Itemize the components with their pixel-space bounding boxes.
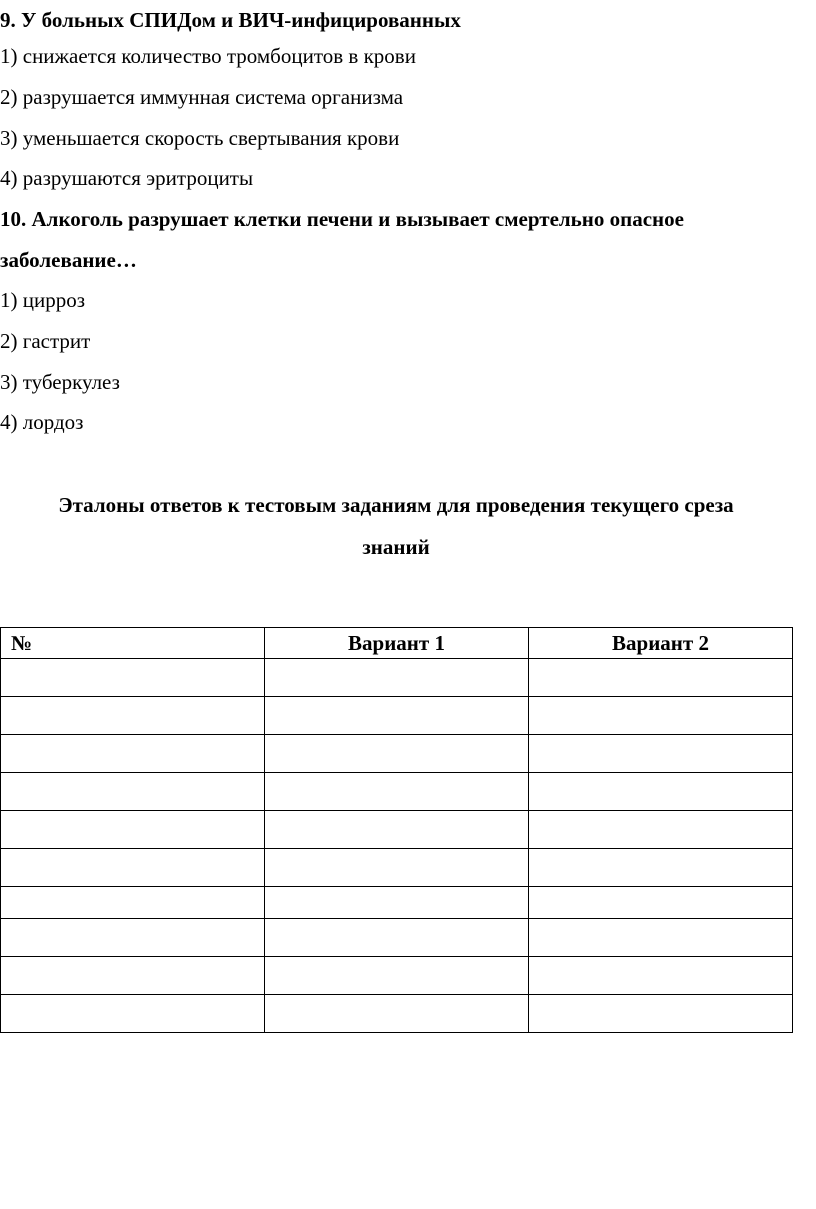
question-10-option-2: 2) гастрит (0, 329, 91, 353)
answers-heading-line-1: Эталоны ответов к тестовым заданиям для проведения текущего среза (58, 493, 734, 517)
table-row (1, 735, 793, 773)
table-cell[interactable] (265, 919, 529, 957)
question-9-option-1: 1) снижается количество тромбоцитов в крови (0, 44, 416, 68)
table-cell[interactable] (265, 659, 529, 697)
table-cell[interactable] (1, 659, 265, 697)
answers-table (0, 627, 793, 1033)
table-cell[interactable] (265, 849, 529, 887)
table-cell[interactable] (529, 957, 793, 995)
question-10-option-4: 4) лордоз (0, 410, 84, 434)
table-row (1, 697, 793, 735)
header-variant-1: Вариант 1 (265, 628, 529, 659)
table-row (1, 957, 793, 995)
table-cell[interactable] (529, 919, 793, 957)
question-9-title: 9. У больных СПИДом и ВИЧ-инфицированных (0, 8, 461, 32)
table-cell[interactable] (529, 735, 793, 773)
table-row (1, 773, 793, 811)
table-cell[interactable] (529, 773, 793, 811)
table-cell[interactable] (1, 849, 265, 887)
table-cell[interactable] (529, 697, 793, 735)
table-cell[interactable] (265, 697, 529, 735)
question-9-option-2: 2) разрушается иммунная система организма (0, 85, 404, 109)
table-cell[interactable] (265, 735, 529, 773)
question-10-option-1: 1) цирроз (0, 288, 86, 312)
table-header-row (1, 628, 793, 659)
table-row (1, 887, 793, 919)
question-10-title-line-2: заболевание… (0, 248, 137, 272)
table-row (1, 849, 793, 887)
answers-heading-line-2: знаний (362, 535, 430, 559)
question-10-option-3: 3) туберкулез (0, 370, 120, 394)
table-cell[interactable] (265, 887, 529, 919)
table-row (1, 995, 793, 1033)
table-cell[interactable] (265, 811, 529, 849)
table-cell[interactable] (1, 995, 265, 1033)
table-cell[interactable] (265, 957, 529, 995)
table-cell[interactable] (529, 811, 793, 849)
table-cell[interactable] (529, 887, 793, 919)
header-variant-2: Вариант 2 (529, 628, 793, 659)
table-cell[interactable] (529, 659, 793, 697)
question-10-title-line-1: 10. Алкоголь разрушает клетки печени и вызывает смертельно опасное (0, 207, 684, 231)
header-number: № (1, 628, 265, 659)
question-9-option-4: 4) разрушаются эритроциты (0, 166, 254, 190)
table-cell[interactable] (1, 697, 265, 735)
table-cell[interactable] (529, 849, 793, 887)
question-9-option-3: 3) уменьшается скорость свертывания крови (0, 126, 400, 150)
table-cell[interactable] (1, 887, 265, 919)
table-cell[interactable] (1, 773, 265, 811)
table-row (1, 659, 793, 697)
table-row (1, 811, 793, 849)
table-cell[interactable] (1, 919, 265, 957)
table-cell[interactable] (1, 735, 265, 773)
table-cell[interactable] (529, 995, 793, 1033)
table-cell[interactable] (265, 995, 529, 1033)
table-cell[interactable] (1, 957, 265, 995)
table-row (1, 919, 793, 957)
table-cell[interactable] (1, 811, 265, 849)
table-cell[interactable] (265, 773, 529, 811)
